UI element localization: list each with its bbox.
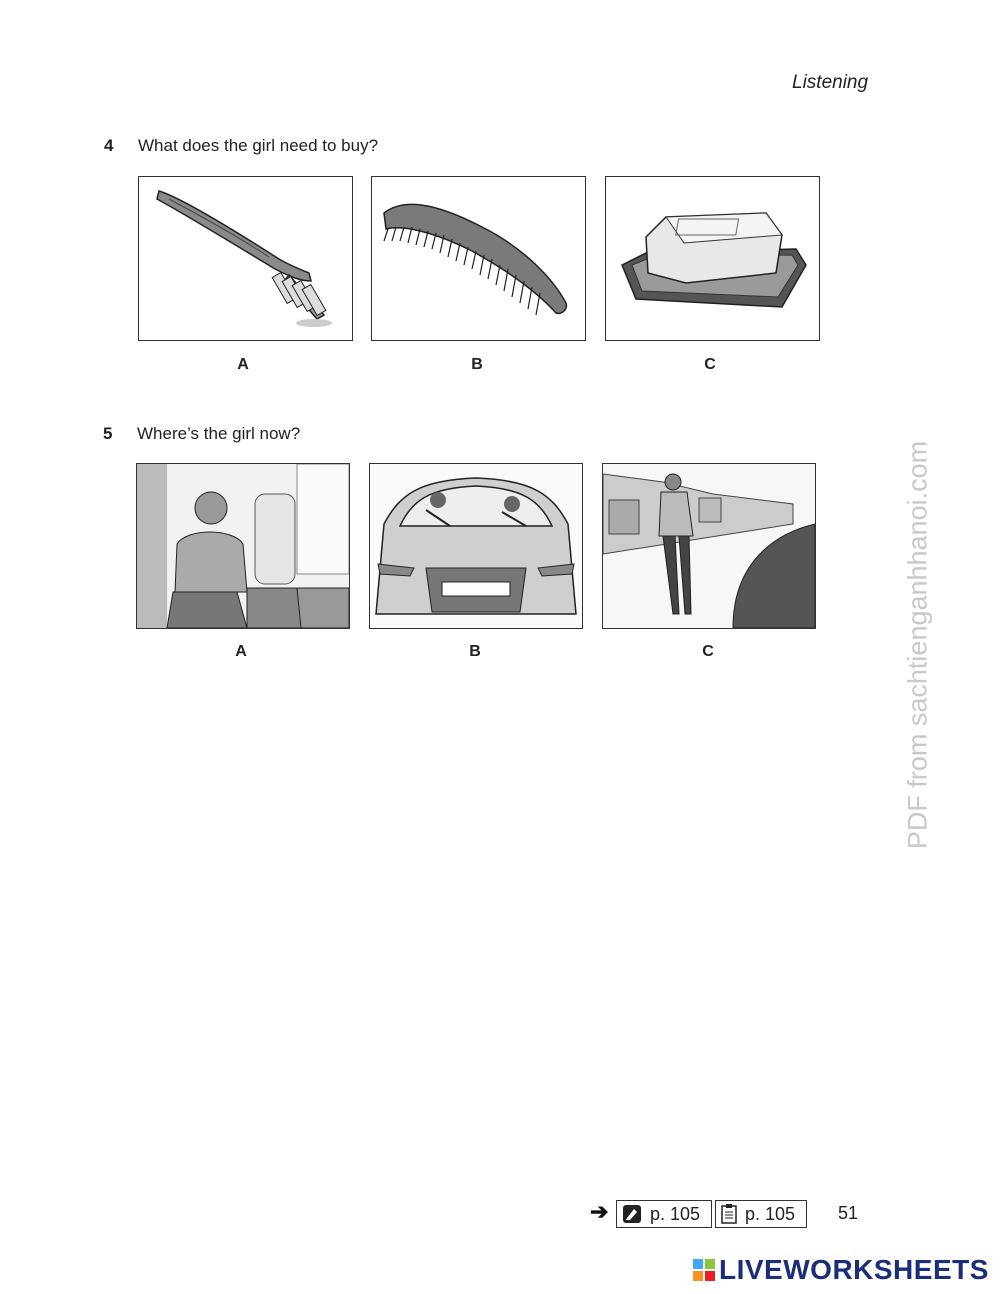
question-number: 5	[103, 424, 113, 443]
option-4b-label: B	[471, 356, 483, 373]
workbook-reference[interactable]	[616, 1200, 712, 1228]
bus-seat-icon	[137, 464, 349, 628]
question-text: What does the girl need to buy?	[138, 136, 379, 155]
option-4b-picture[interactable]	[371, 176, 586, 341]
notes-reference[interactable]	[715, 1200, 807, 1228]
option-5c-label: C	[702, 643, 714, 660]
liveworksheets-logo[interactable]	[693, 1254, 989, 1286]
question-number: 4	[104, 136, 114, 155]
workbook-page: p. 105	[650, 1203, 701, 1224]
page-number: 51	[838, 1203, 859, 1223]
notes-page: p. 105	[745, 1203, 796, 1224]
comb-icon	[372, 177, 585, 340]
section-title: Listening	[792, 72, 869, 93]
street-icon	[603, 464, 815, 628]
option-5a-label: A	[235, 643, 247, 660]
soap-icon	[606, 177, 819, 340]
brand-name: LIVEWORKSHEETS	[719, 1254, 989, 1285]
option-4a-label: A	[237, 356, 249, 373]
workbook-icon	[622, 1204, 642, 1224]
question-text: Where’s the girl now?	[137, 424, 301, 443]
option-4c-label: C	[704, 356, 716, 373]
question-4	[104, 136, 378, 156]
watermark: PDF from sachtienganhhanoi.com	[902, 440, 933, 850]
toothbrush-icon	[139, 177, 352, 340]
option-5a-picture[interactable]	[136, 463, 350, 629]
option-5b-label: B	[469, 643, 481, 660]
option-5b-picture[interactable]	[369, 463, 583, 629]
liveworksheets-logo-icon	[693, 1259, 715, 1281]
option-5c-picture[interactable]	[602, 463, 816, 629]
option-4c-picture[interactable]	[605, 176, 820, 341]
notes-icon	[721, 1204, 737, 1224]
car-icon	[370, 464, 582, 628]
question-5	[103, 424, 300, 444]
option-4a-picture[interactable]	[138, 176, 353, 341]
arrow-right-icon: ➔	[590, 1199, 609, 1224]
